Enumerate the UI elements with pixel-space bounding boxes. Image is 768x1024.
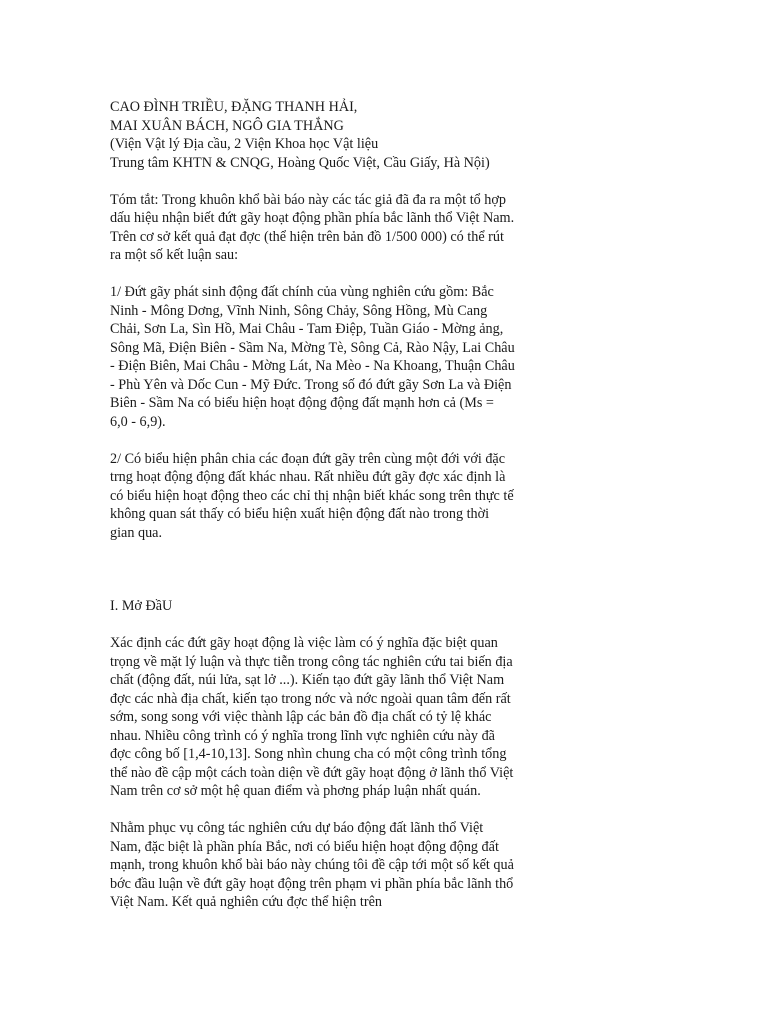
- abstract-paragraph: Tóm tắt: Trong khuôn khổ bài báo này các tác giả đã đa ra một tổ hợp dấu hiệu nhận biết đứt gãy hoạt động phần phía bắc lãnh thổ Việt Nam. Trên cơ sở kết quả đạt đợc (thể hiện trên bản đồ 1/500 000) có thể rút ra một số kết luận sau:: [110, 191, 515, 263]
- document-page: [110, 98, 515, 912]
- section-paragraph-1: Xác định các đứt gãy hoạt động là việc làm có ý nghĩa đặc biệt quan trọng về mặt lý luận và thực tiễn trong công tác nghiên cứu tai biến địa chất (động đất, núi lửa, sạt lở ...). Kiến tạo đứt gãy lãnh thổ Việt Nam đợc các nhà địa chất, kiến tạo trong nớc và nớc ngoài quan tâm đến rất sớm, song song với việc thành lập các bản đồ địa chất có tỷ lệ khác nhau. Nhiều công trình có ý nghĩa trong lĩnh vực nghiên cứu này đã đợc công bố [1,4-10,13]. Song nhìn chung cha có một công trình tổng thể nào đề cập một cách toàn diện về đứt gãy hoạt động ở lãnh thổ Việt Nam trên cơ sở một hệ quan điểm và phơng pháp luận nhất quán.: [110, 635, 514, 799]
- conclusion-item-2: 2/ Có biểu hiện phân chia các đoạn đứt gãy trên cùng một đới với đặc trng hoạt động động đất khác nhau. Rất nhiều đứt gãy đợc xác định là có biểu hiện hoạt động theo các chỉ thị nhận biết khác song trên thực tế không quan sát thấy có biểu hiện xuất hiện động đất nào trong thời gian qua.: [110, 450, 514, 541]
- author-block: [110, 98, 515, 172]
- section-heading: I. Mở ĐầU: [110, 598, 173, 614]
- authors-line-1: CAO ĐÌNH TRIỀU, ĐẶNG THANH HẢI,: [110, 99, 358, 115]
- affiliation-line-2: Trung tâm KHTN & CNQG, Hoàng Quốc Việt, Cầu Giấy, Hà Nội): [110, 154, 490, 171]
- affiliation-line-1: (Viện Vật lý Địa cầu, 2 Viện Khoa học Vật liệu: [110, 136, 379, 152]
- section-paragraph-2: Nhằm phục vụ công tác nghiên cứu dự báo động đất lãnh thổ Việt Nam, đặc biệt là phần phía Bắc, nơi có biểu hiện hoạt động động đất mạnh, trong khuôn khổ bài báo này chúng tôi đề cập tới một số kết quả bớc đầu luận về đứt gãy hoạt động trên phạm vi phần phía bắc lãnh thổ Việt Nam. Kết quả nghiên cứu đợc thể hiện trên: [110, 820, 514, 910]
- conclusion-item-1: 1/ Đứt gãy phát sinh động đất chính của vùng nghiên cứu gồm: Bắc Ninh - Mông Dơng, Vĩnh Ninh, Sông Chảy, Sông Hồng, Mù Cang Chải, Sơn La, Sìn Hồ, Mai Châu - Tam Điệp, Tuần Giáo - Mờng ảng, Sông Mã, Điện Biên - Sầm Na, Mờng Tè, Sông Cả, Rào Nậy, Lai Châu - Điện Biên, Mai Châu - Mờng Lát, Na Mèo - Na Khoang, Thuận Châu - Phù Yên và Dốc Cun - Mỹ Đức. Trong số đó đứt gãy Sơn La và Điện Biên - Sầm Na có biểu hiện hoạt động động đất mạnh hơn cả (Ms = 6,0 - 6,9).: [110, 284, 515, 430]
- authors-line-2: MAI XUÂN BÁCH, NGÔ GIA THẮNG: [110, 117, 344, 134]
